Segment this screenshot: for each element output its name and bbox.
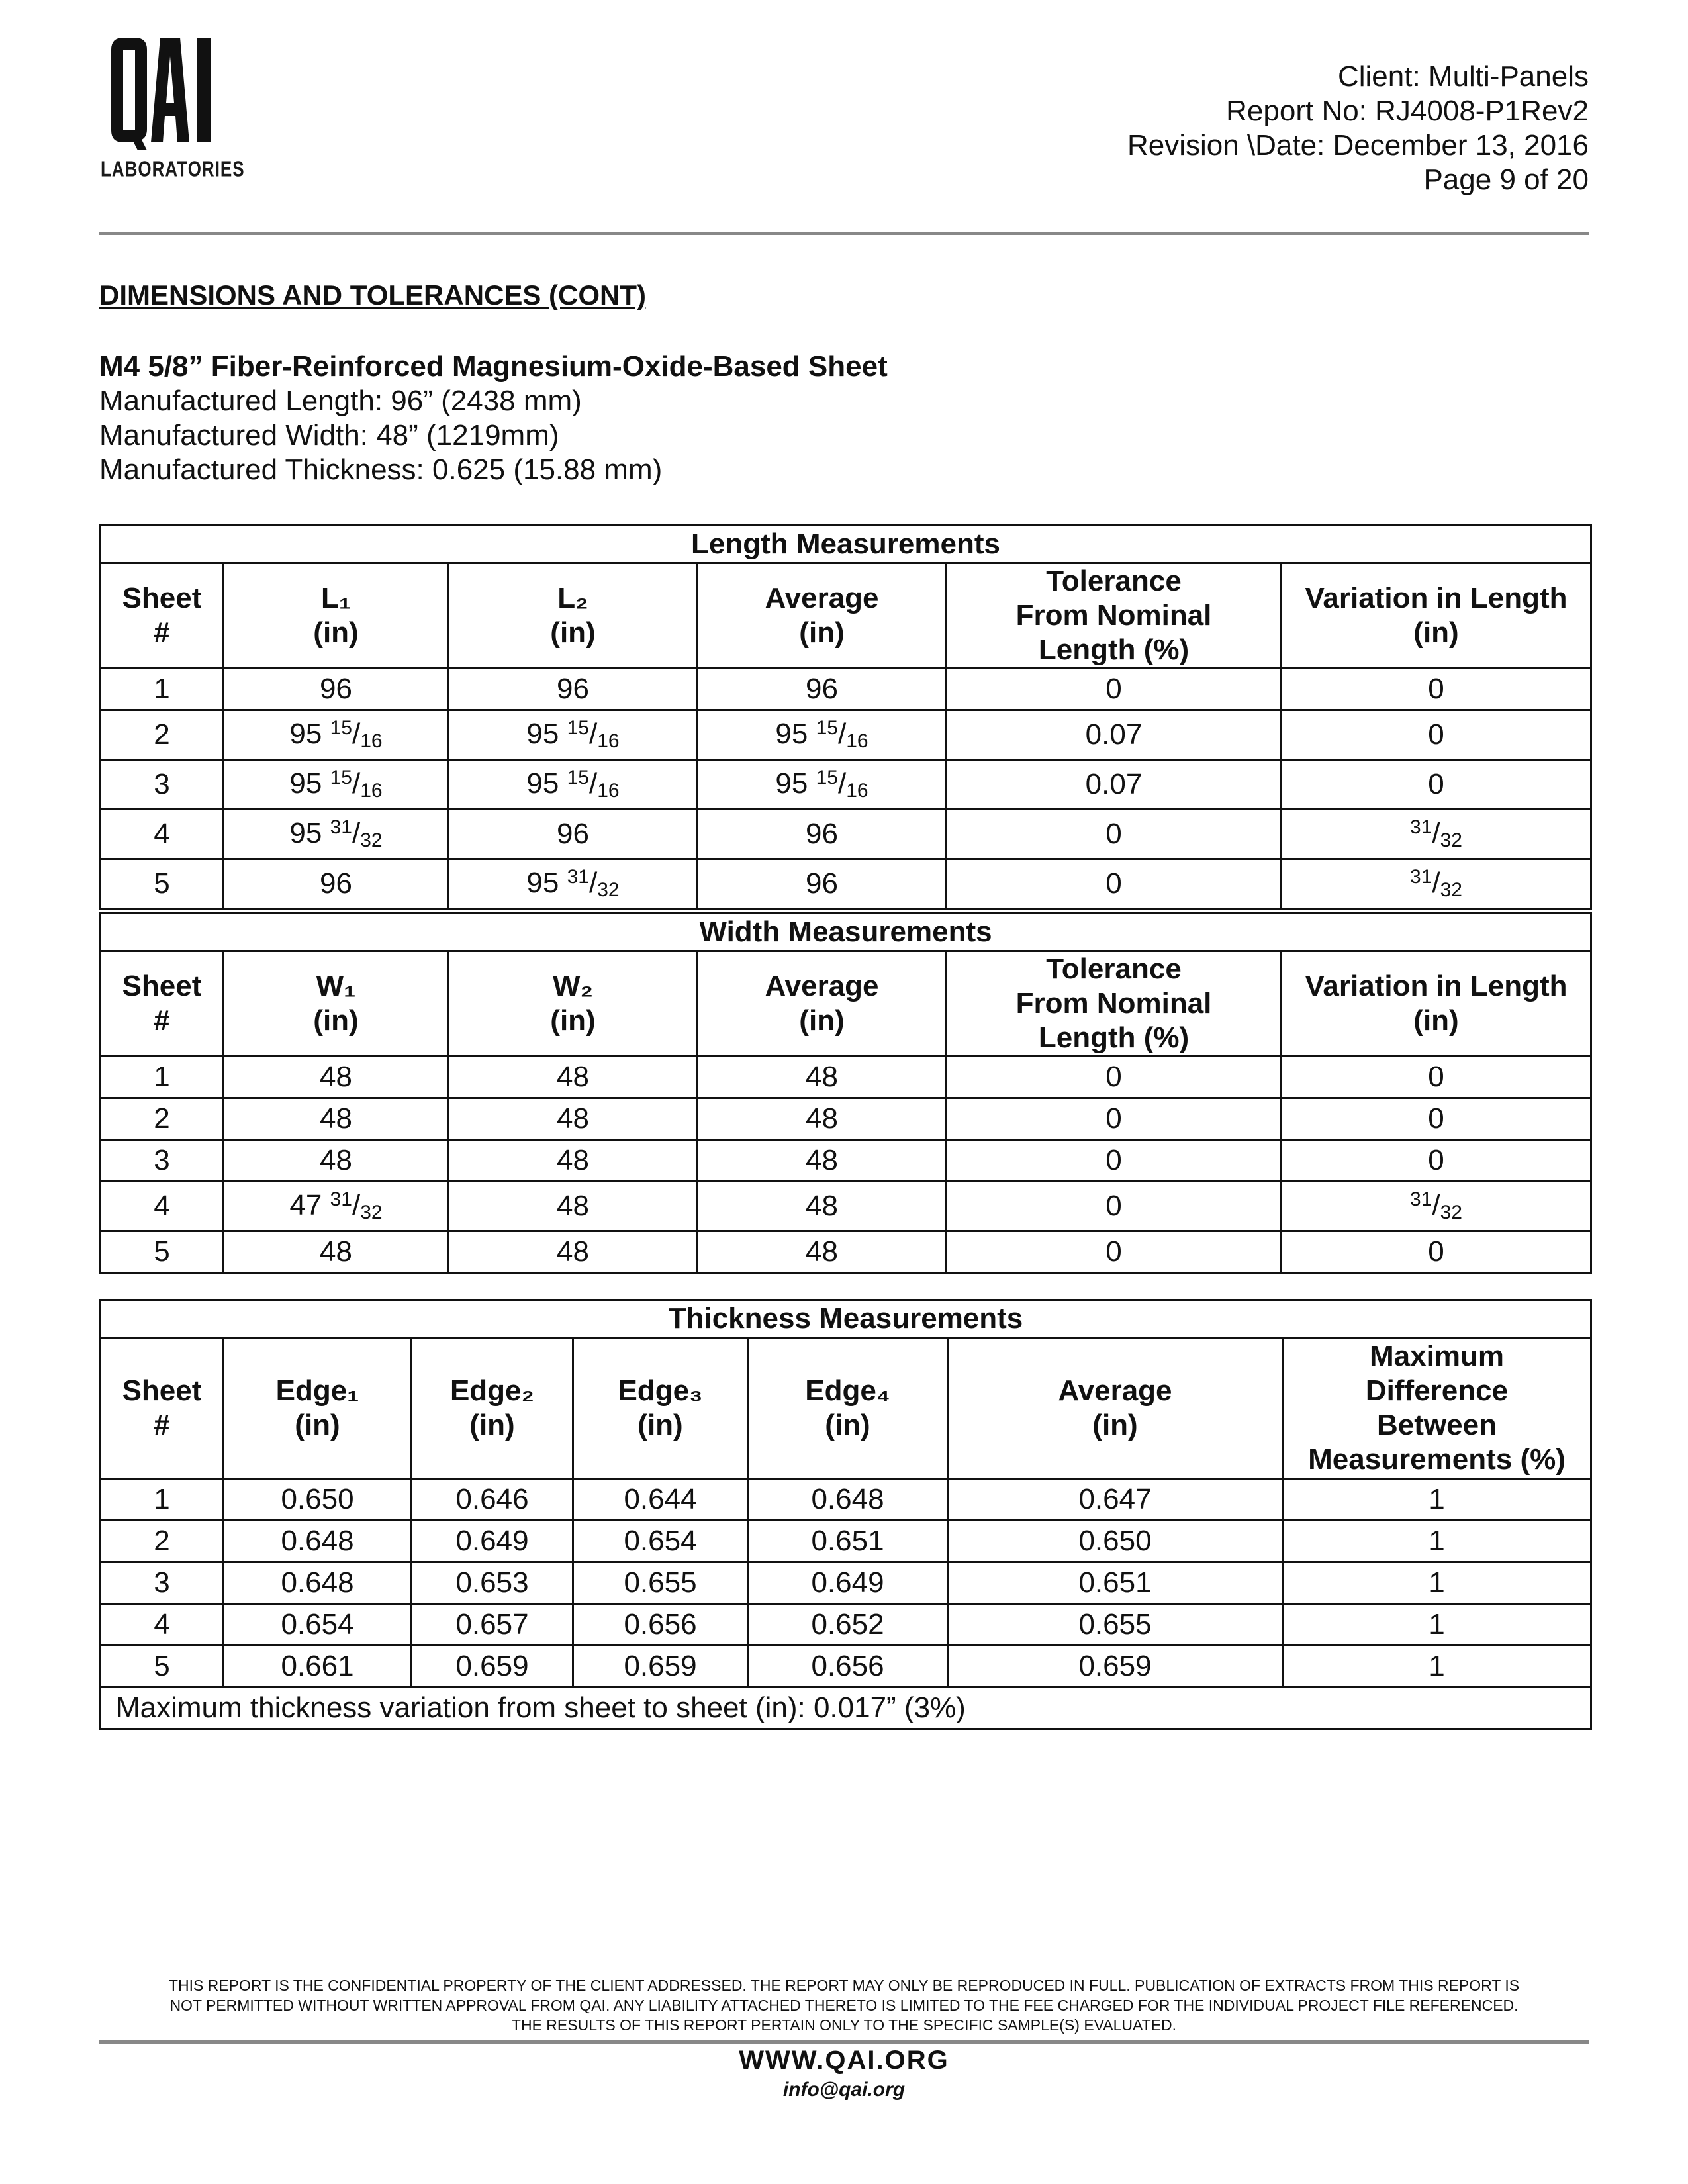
table-cell: 1 — [1283, 1646, 1591, 1687]
column-header: Maximum Difference Between Measurements (%) — [1283, 1338, 1591, 1479]
table-cell: 48 — [449, 1057, 698, 1098]
sheet-number-cell: 3 — [101, 760, 224, 810]
table-cell: 0.655 — [573, 1562, 748, 1604]
table-note-row — [101, 1687, 1591, 1729]
table-cell: 0.653 — [412, 1562, 573, 1604]
table-title-row — [101, 1300, 1591, 1338]
client-line: Client: Multi-Panels — [1337, 60, 1589, 93]
table-cell: 47 $^{31}/_{32}$ — [224, 1182, 449, 1231]
table-row — [101, 1182, 1591, 1231]
table-header-row — [101, 951, 1591, 1057]
column-header: Tolerance From Nominal Length (%) — [947, 563, 1282, 669]
table-cell: 0.648 — [748, 1479, 948, 1521]
report-number: Report No: RJ4008-P1Rev2 — [1226, 95, 1589, 127]
column-header: Average (in) — [698, 563, 947, 669]
table-cell: 0.661 — [224, 1646, 412, 1687]
table-cell: 95 $^{15}/_{16}$ — [698, 760, 947, 810]
disclaimer-line: NOT PERMITTED WITHOUT WRITTEN APPROVAL FROM QAI. ANY LIABILITY ATTACHED THERETO IS LIMITED TO THE FEE CHARGED FOR THE INDIVIDUAL PROJECT FILE REFERENCED. — [169, 1997, 1519, 2014]
table-cell: 48 — [224, 1231, 449, 1273]
table-cell: 0.654 — [573, 1521, 748, 1562]
column-header: L₁ (in) — [224, 563, 449, 669]
table-cell: 0 — [947, 1098, 1282, 1140]
table-row — [101, 1057, 1591, 1098]
table-cell: 0.652 — [748, 1604, 948, 1646]
table-cell: 95 $^{31}/_{32}$ — [224, 810, 449, 859]
report-header — [1127, 60, 1589, 197]
column-header: Variation in Length (in) — [1282, 951, 1591, 1057]
table-cell: 48 — [449, 1231, 698, 1273]
table-cell: 48 — [224, 1140, 449, 1182]
column-header: Tolerance From Nominal Length (%) — [947, 951, 1282, 1057]
table-cell: 48 — [698, 1057, 947, 1098]
table-cell: 95 $^{15}/_{16}$ — [449, 760, 698, 810]
column-header: Average (in) — [948, 1338, 1283, 1479]
table-cell: 0.659 — [573, 1646, 748, 1687]
sheet-number-cell: 3 — [101, 1140, 224, 1182]
sheet-number-cell: 3 — [101, 1562, 224, 1604]
website-link[interactable]: WWW.QAI.ORG — [739, 2046, 949, 2075]
sheet-number-cell: 1 — [101, 1057, 224, 1098]
table-cell: 0.650 — [224, 1479, 412, 1521]
table-row — [101, 1521, 1591, 1562]
table-cell: 95 $^{31}/_{32}$ — [449, 859, 698, 909]
table-cell: 0.657 — [412, 1604, 573, 1646]
table-row — [101, 1140, 1591, 1182]
table-cell: 96 — [698, 859, 947, 909]
table-cell: 0 — [1282, 669, 1591, 710]
sheet-number-cell: 2 — [101, 710, 224, 760]
table-cell: 48 — [698, 1231, 947, 1273]
column-header: Edge₃ (in) — [573, 1338, 748, 1479]
column-header: Sheet # — [101, 563, 224, 669]
thickness-measurements-table — [99, 1299, 1592, 1730]
table-row — [101, 859, 1591, 909]
table-cell: 96 — [698, 669, 947, 710]
table-cell: 0.659 — [948, 1646, 1283, 1687]
table-row — [101, 1604, 1591, 1646]
length-measurements-table — [99, 524, 1592, 910]
sheet-number-cell: 5 — [101, 859, 224, 909]
table-cell: 96 — [224, 859, 449, 909]
table-cell: 0.654 — [224, 1604, 412, 1646]
table-cell: 0.650 — [948, 1521, 1283, 1562]
manufactured-length: Manufactured Length: 96” (2438 mm) — [99, 385, 582, 417]
table-cell: 95 $^{15}/_{16}$ — [698, 710, 947, 760]
table-cell: 1 — [1283, 1604, 1591, 1646]
table-cell: 0 — [1282, 1231, 1591, 1273]
table-cell: 48 — [698, 1182, 947, 1231]
table-cell: 48 — [449, 1182, 698, 1231]
revision-date: Revision \Date: December 13, 2016 — [1127, 129, 1589, 162]
sheet-number-cell: 5 — [101, 1646, 224, 1687]
qai-logo-icon — [109, 36, 225, 152]
table-row — [101, 760, 1591, 810]
table-cell: 0 — [1282, 1140, 1591, 1182]
sheet-number-cell: 1 — [101, 1479, 224, 1521]
table-cell: 1 — [1283, 1521, 1591, 1562]
table-cell: 48 — [224, 1098, 449, 1140]
table-cell: 0.656 — [573, 1604, 748, 1646]
table-cell: 0 — [947, 1231, 1282, 1273]
thickness-variation-note: Maximum thickness variation from sheet to sheet (in): 0.017” (3%) — [101, 1687, 1591, 1729]
table-cell: 0.655 — [948, 1604, 1283, 1646]
column-header: Sheet # — [101, 1338, 224, 1479]
column-header: Average (in) — [698, 951, 947, 1057]
sheet-number-cell: 2 — [101, 1521, 224, 1562]
table-row — [101, 1231, 1591, 1273]
table-cell: 0.646 — [412, 1479, 573, 1521]
column-header: Variation in Length (in) — [1282, 563, 1591, 669]
column-header: W₂ (in) — [449, 951, 698, 1057]
table-cell: 0.648 — [224, 1521, 412, 1562]
table-header-row — [101, 563, 1591, 669]
logo-subtitle: LABORATORIES — [101, 156, 245, 182]
table-cell: 0 — [1282, 710, 1591, 760]
table-title: Thickness Measurements — [101, 1300, 1591, 1338]
table-cell: 0 — [947, 1057, 1282, 1098]
table-cell: 0 — [1282, 1057, 1591, 1098]
table-title-row — [101, 914, 1591, 951]
table-cell: 48 — [449, 1140, 698, 1182]
table-row — [101, 1646, 1591, 1687]
table-cell: 0.07 — [947, 760, 1282, 810]
column-header: Sheet # — [101, 951, 224, 1057]
sheet-number-cell: 2 — [101, 1098, 224, 1140]
table-cell: 95 $^{15}/_{16}$ — [224, 710, 449, 760]
table-cell: 1 — [1283, 1479, 1591, 1521]
table-cell: 0 — [947, 1140, 1282, 1182]
table-cell: 0.656 — [748, 1646, 948, 1687]
header-divider — [99, 232, 1589, 235]
table-row — [101, 810, 1591, 859]
table-row — [101, 1562, 1591, 1604]
table-title-row — [101, 526, 1591, 563]
table-cell: 0.647 — [948, 1479, 1283, 1521]
manufactured-thickness: Manufactured Thickness: 0.625 (15.88 mm) — [99, 453, 663, 486]
table-cell: 96 — [698, 810, 947, 859]
column-header: Edge₁ (in) — [224, 1338, 412, 1479]
column-header: L₂ (in) — [449, 563, 698, 669]
table-cell: 0 — [947, 669, 1282, 710]
table-cell: 95 $^{15}/_{16}$ — [224, 760, 449, 810]
table-row — [101, 710, 1591, 760]
table-cell: 0.651 — [748, 1521, 948, 1562]
width-measurements-table — [99, 912, 1592, 1274]
confidentiality-disclaimer — [99, 1975, 1589, 2035]
table-row — [101, 1098, 1591, 1140]
product-name: M4 5/8” Fiber-Reinforced Magnesium-Oxide-Based Sheet — [99, 350, 888, 383]
table-cell: 0.07 — [947, 710, 1282, 760]
table-cell: 95 $^{15}/_{16}$ — [449, 710, 698, 760]
table-cell: 0.649 — [412, 1521, 573, 1562]
table-cell: 48 — [224, 1057, 449, 1098]
table-title: Width Measurements — [101, 914, 1591, 951]
column-header: Edge₂ (in) — [412, 1338, 573, 1479]
table-row — [101, 1479, 1591, 1521]
table-cell: 0.644 — [573, 1479, 748, 1521]
disclaimer-line: THIS REPORT IS THE CONFIDENTIAL PROPERTY OF THE CLIENT ADDRESSED. THE REPORT MAY ONLY BE REPRODUCED IN FULL. PUBLICATION OF EXTRACTS FROM THIS REPORT IS — [168, 1977, 1520, 1994]
table-cell: 0.651 — [948, 1562, 1283, 1604]
table-cell: 0.648 — [224, 1562, 412, 1604]
manufactured-width: Manufactured Width: 48” (1219mm) — [99, 419, 559, 451]
table-cell: 0 — [947, 1182, 1282, 1231]
disclaimer-line: THE RESULTS OF THIS REPORT PERTAIN ONLY TO THE SPECIFIC SAMPLE(S) EVALUATED. — [511, 2017, 1177, 2034]
table-cell: $^{31}/_{32}$ — [1282, 859, 1591, 909]
table-cell: 48 — [449, 1098, 698, 1140]
table-cell: 96 — [224, 669, 449, 710]
table-header-row — [101, 1338, 1591, 1479]
sheet-number-cell: 4 — [101, 1604, 224, 1646]
column-header: W₁ (in) — [224, 951, 449, 1057]
sheet-number-cell: 5 — [101, 1231, 224, 1273]
table-row — [101, 669, 1591, 710]
footer-divider — [99, 2040, 1589, 2044]
sheet-number-cell: 1 — [101, 669, 224, 710]
table-cell: 0 — [947, 859, 1282, 909]
column-header: Edge₄ (in) — [748, 1338, 948, 1479]
table-cell: 0 — [947, 810, 1282, 859]
table-cell: 0.649 — [748, 1562, 948, 1604]
qai-logo — [101, 36, 245, 182]
page-number: Page 9 of 20 — [1423, 164, 1589, 196]
section-title: DIMENSIONS AND TOLERANCES (CONT) — [99, 279, 647, 310]
table-cell: 48 — [698, 1098, 947, 1140]
sheet-number-cell: 4 — [101, 810, 224, 859]
table-cell: 48 — [698, 1140, 947, 1182]
table-cell: 0 — [1282, 1098, 1591, 1140]
table-cell: $^{31}/_{32}$ — [1282, 1182, 1591, 1231]
table-cell: 0.659 — [412, 1646, 573, 1687]
table-title: Length Measurements — [101, 526, 1591, 563]
email-link[interactable]: info@qai.org — [782, 2079, 906, 2101]
table-cell: 0 — [1282, 760, 1591, 810]
table-cell: 96 — [449, 810, 698, 859]
table-cell: $^{31}/_{32}$ — [1282, 810, 1591, 859]
product-spec — [99, 350, 888, 487]
table-cell: 1 — [1283, 1562, 1591, 1604]
table-cell: 96 — [449, 669, 698, 710]
sheet-number-cell: 4 — [101, 1182, 224, 1231]
